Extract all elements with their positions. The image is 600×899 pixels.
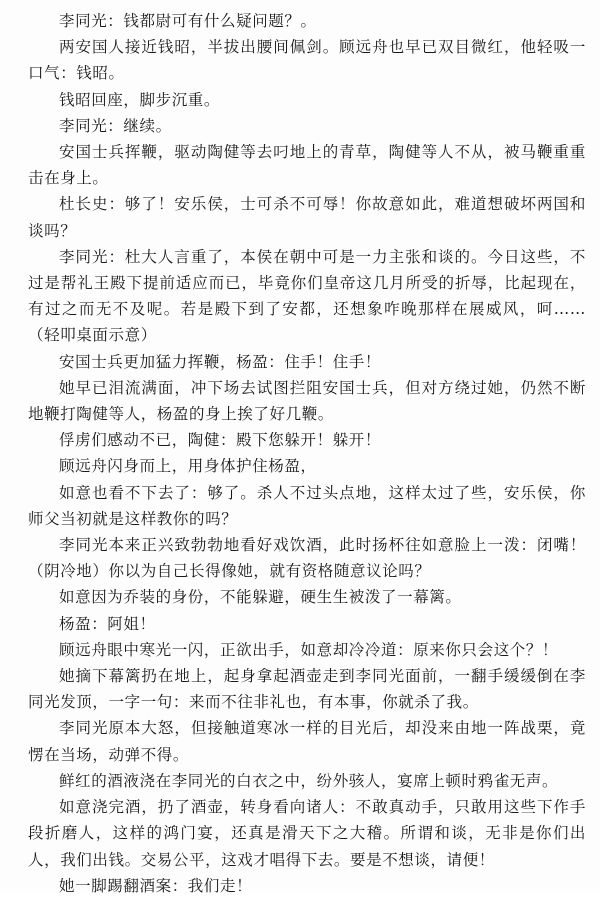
paragraph: 李同光：杜大人言重了，本侯在朝中可是一力主张和谈的。今日这些，不过是帮礼王殿下提前适应而已，毕竟你们皇帝这几月所受的折辱，比起现在，有过之而无不及呢。若是殿下到了安都，还想象咋晚那样在展威风，呵……（轻叩桌面示意）: [28, 247, 586, 345]
paragraph: 如意也看不下去了：够了。杀人不过头点地，这样太过了些，安乐侯，你师父当初就是这样教你的吗？: [28, 483, 586, 528]
paragraph: 李同光：继续。: [59, 116, 172, 135]
paragraph: 杨盈：阿姐！: [59, 614, 156, 633]
paragraph: 她早已泪流满面，冲下场去试图拦阻安国士兵，但对方绕过她，仍然不断地鞭打陶健等人，杨盈的身上挨了好几鞭。: [28, 378, 586, 424]
paragraph: 俘虏们感动不已，陶健：殿下您躲开！躲开！: [59, 431, 382, 450]
paragraph: 鲜红的酒液浇在李同光的白衣之中，纷外骇人，宴席上顿时鸦雀无声。: [59, 771, 559, 790]
paragraph: 顾远舟闪身而上，用身体护住杨盈，: [59, 457, 317, 476]
paragraph: 两安国人接近钱昭，半拔出腰间佩剑。顾远舟也早已双目微红，他轻吸一口气：钱昭。: [28, 38, 586, 83]
paragraph: 她摘下幕篱扔在地上，起身拿起酒壶走到李同光面前，一翻手缓缓倒在李同光发顶，一字一句：来而不往非礼也，有本事，你就杀了我。: [28, 667, 586, 712]
paragraph: 李同光：钱都尉可有什么疑问题？。: [59, 12, 317, 30]
paragraph: 安国士兵挥鞭，驱动陶健等去叼地上的青草，陶健等人不从，被马鞭重重击在身上。: [28, 143, 586, 188]
paragraph: 钱昭回座，脚步沉重。: [59, 90, 221, 109]
paragraph: 如意因为乔装的身份，不能躲避，硬生生被泼了一幕篱。: [59, 588, 462, 607]
paragraph: 李同光原本大怒，但接触道寒冰一样的目光后，却没来由地一阵战栗，竟愣在当场，动弹不得。: [28, 719, 586, 764]
paragraph: 她一脚踢翻酒案：我们走！: [59, 876, 253, 895]
paragraph: 如意浇完酒，扔了酒壶，转身看向诸人：不敢真动手，只敢用这些下作手段折磨人，这样的鸿门宴，还真是滑天下之大稽。所谓和谈，无非是你们出人，我们出钱。交易公平，这戏才唱得下去。要是不想谈，请便！: [28, 798, 586, 869]
paragraph: 杜长史：够了！安乐侯，士可杀不可辱！你故意如此，难道想破坏两国和谈吗？: [28, 195, 586, 240]
paragraph: 李同光本来正兴致勃勃地看好戏饮酒，此时扬杯往如意脸上一泼：闭嘴！（阴冷地）你以为自己长得像她，就有资格随意议论吗？: [28, 536, 586, 581]
paragraph: 顾远舟眼中寒光一闪，正欲出手，如意却冷冷道：原来你只会这个？！: [59, 640, 559, 659]
paragraph: 安国士兵更加猛力挥鞭，杨盈：住手！住手！: [59, 352, 382, 371]
